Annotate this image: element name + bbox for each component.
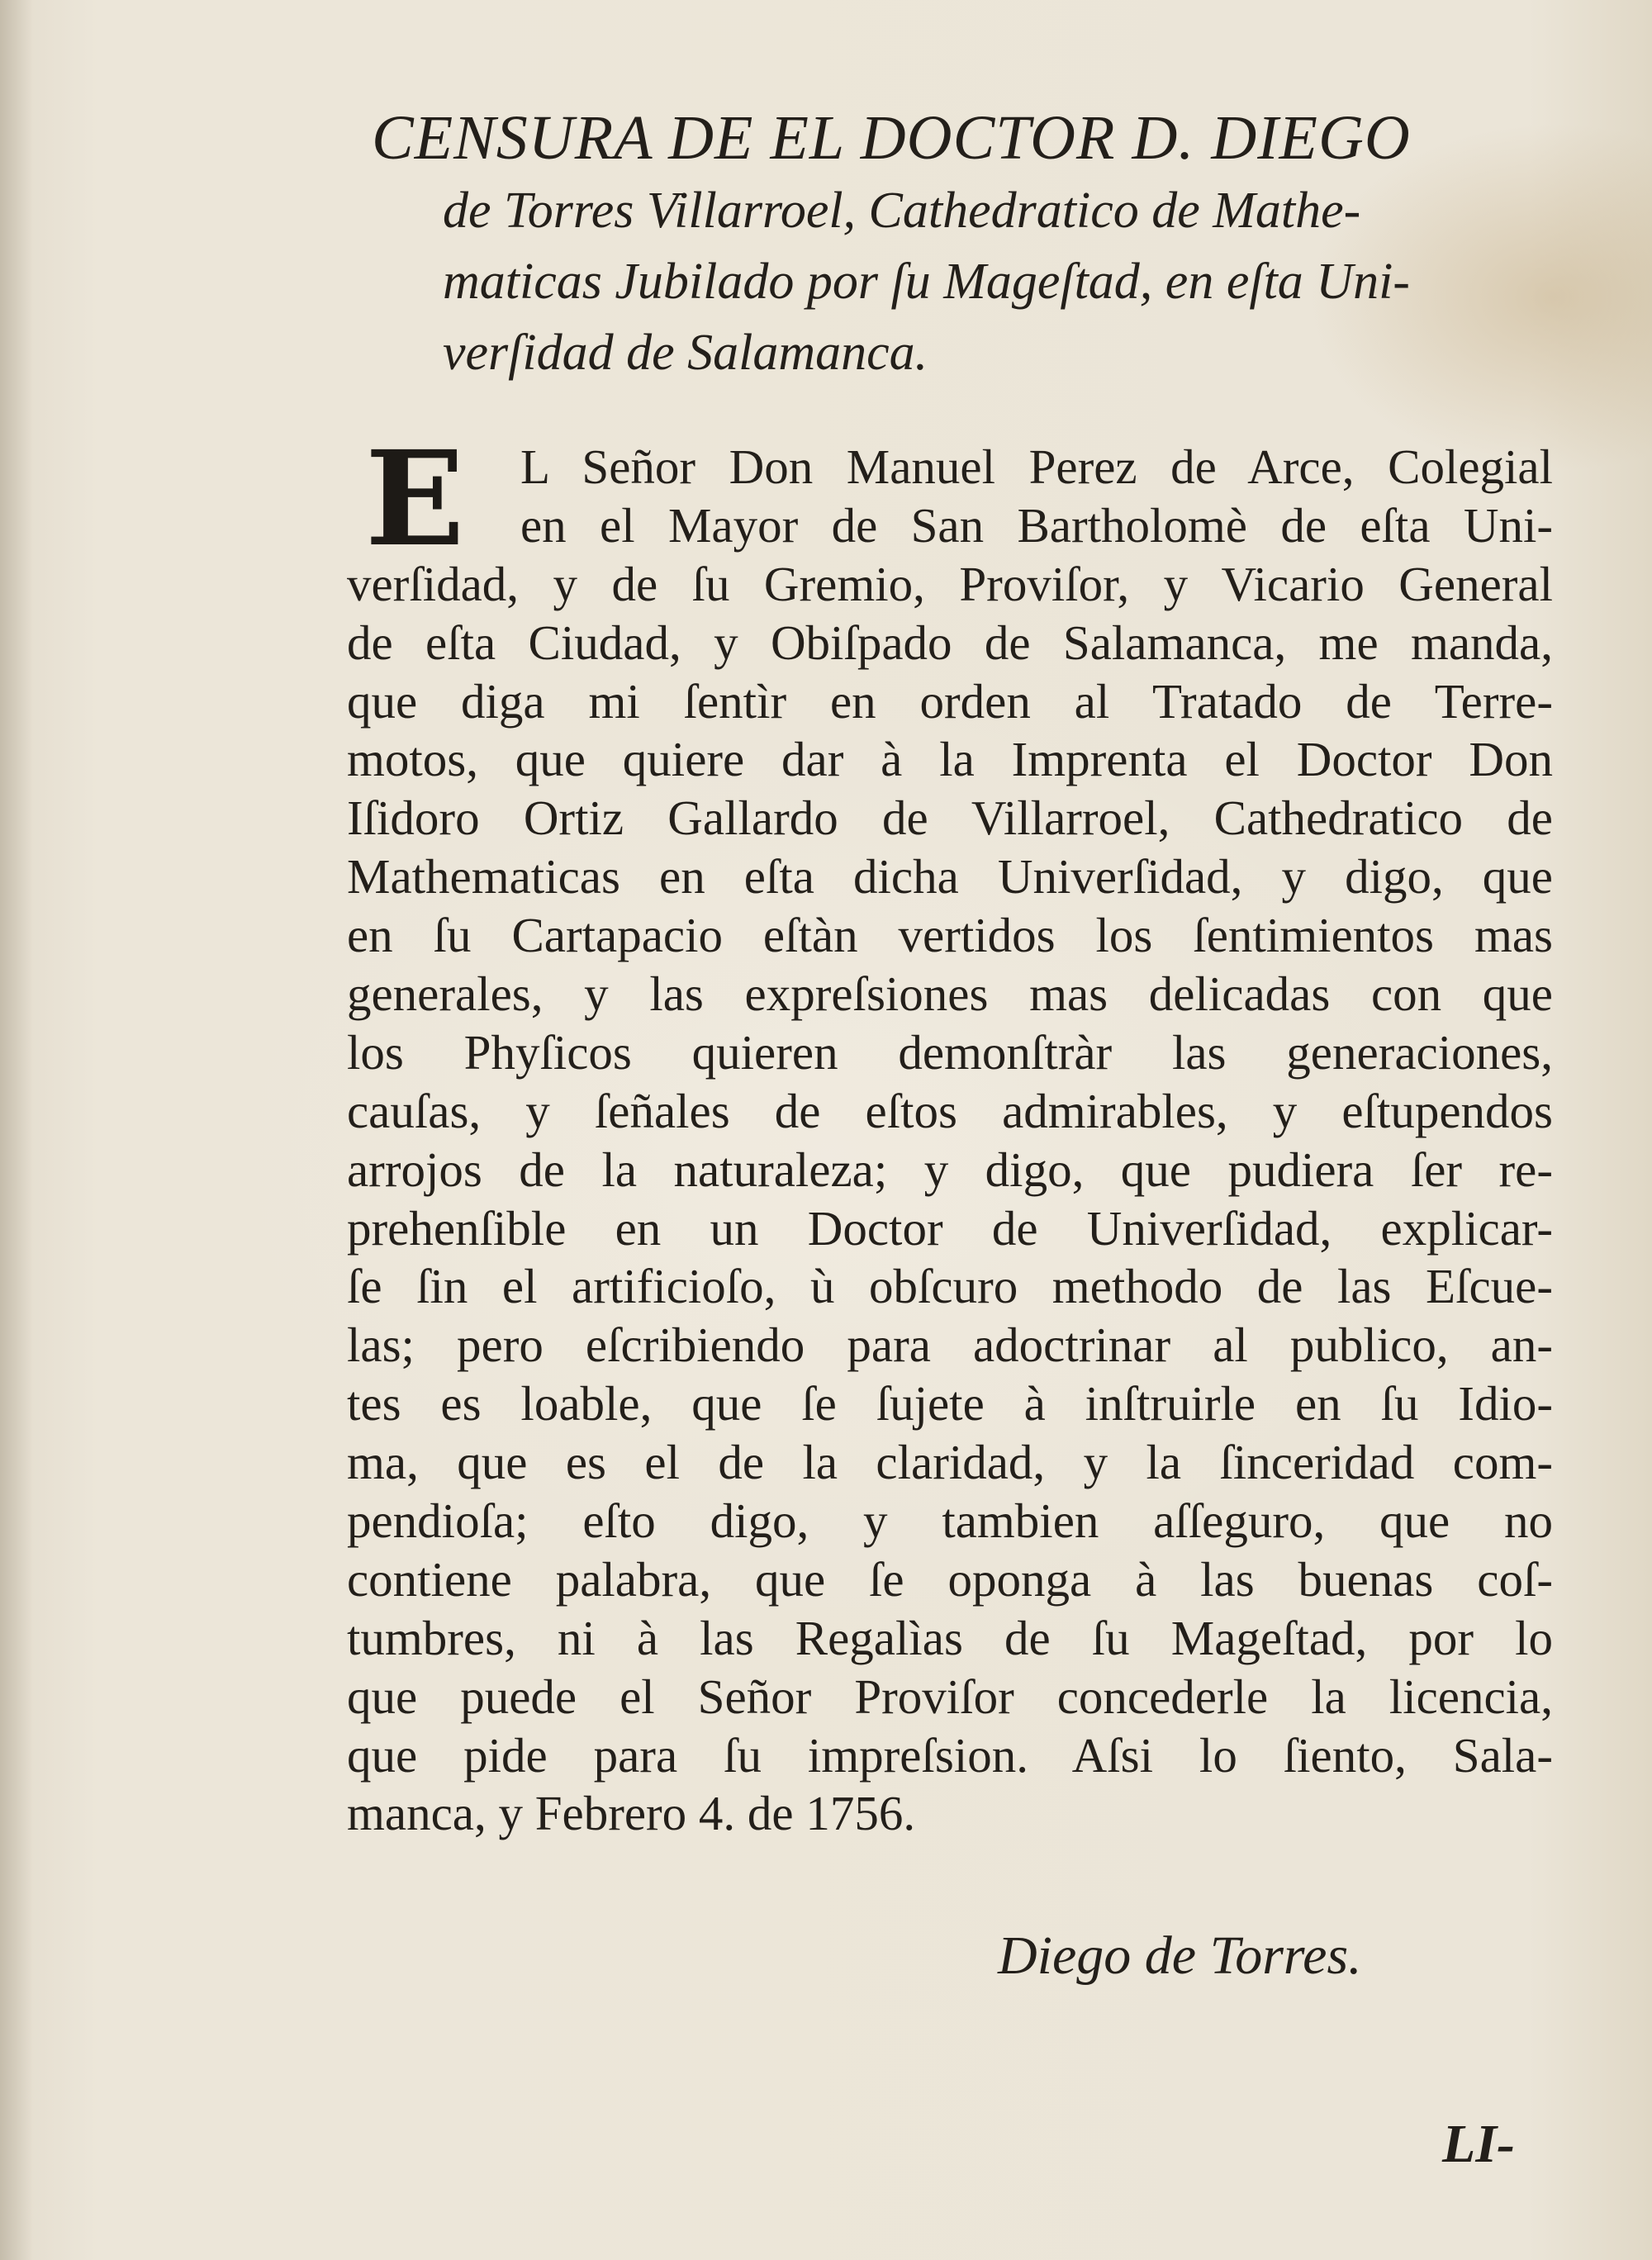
body-line: contiene palabra, que ſe oponga à las buenas coſ- (347, 1551, 1553, 1607)
body-line: Mathematicas en eſta dicha Univerſidad, y digo, que (347, 849, 1553, 904)
body-line: Iſidoro Ortiz Gallardo de Villarroel, Cathedratico de (347, 791, 1553, 846)
body-line: de eſta Ciudad, y Obiſpado de Salamanca, me manda, (347, 615, 1553, 670)
heading-line-2: de Torres Villarroel, Cathedratico de Mathe- (443, 183, 1361, 239)
body-line: los Phyſicos quieren demonſtràr las generaciones, (347, 1024, 1553, 1080)
body-line: verſidad, y de ſu Gremio, Proviſor, y Vicario General (347, 556, 1553, 611)
body-line: manca, y Febrero 4. de 1756. (347, 1786, 916, 1841)
body-line: en el Mayor de San Bartholomè de eſta Uni- (520, 497, 1553, 553)
heading-line-1: CENSURA DE EL DOCTOR D. DIEGO (372, 103, 1411, 173)
page-gutter-shadow (0, 0, 33, 2260)
body-line: tumbres, ni à las Regalìas de ſu Mageſtad, por lo (347, 1610, 1553, 1665)
body-line: tes es loable, que ſe ſujete à inſtruirle en ſu Idio- (347, 1376, 1553, 1431)
body-line: las; pero eſcribiendo para adoctrinar al publico, an- (347, 1318, 1553, 1373)
body-line: cauſas, y ſeñales de eſtos admirables, y eſtupendos (347, 1083, 1553, 1138)
body-line: generales, y las expreſsiones mas delicadas con que (347, 966, 1553, 1022)
signature: Diego de Torres. (998, 1925, 1362, 1986)
body-line: prehenſible en un Doctor de Univerſidad, explicar- (347, 1200, 1553, 1256)
body-line: ſe ſin el artificioſo, ù obſcuro methodo de las Eſcue- (347, 1259, 1553, 1314)
body-line: que diga mi ſentìr en orden al Tratado de Terre- (347, 673, 1553, 729)
catchword: LI- (1442, 2114, 1515, 2174)
censura-body (347, 423, 1553, 1843)
body-line: que puede el Señor Proviſor concederle la licencia, (347, 1669, 1553, 1724)
heading-line-3: maticas Jubilado por ſu Mageſtad, en eſta Uni- (443, 254, 1410, 310)
body-line: L Señor Don Manuel Perez de Arce, Colegial (520, 439, 1553, 494)
body-line: arrojos de la naturaleza; y digo, que pudiera ſer re- (347, 1142, 1553, 1197)
censura-heading (372, 101, 1569, 388)
body-line: que pide para ſu impreſsion. Aſsi lo ſiento, Sala- (347, 1727, 1553, 1783)
drop-cap: E (365, 423, 465, 576)
body-line: motos, que quiere dar à la Imprenta el Doctor Don (347, 732, 1553, 787)
body-line: en ſu Cartapacio eſtàn vertidos los ſentimientos mas (347, 908, 1553, 963)
body-line: ma, que es el de la claridad, y la ſinceridad com- (347, 1435, 1553, 1490)
heading-line-4: verſidad de Salamanca. (443, 325, 928, 381)
body-line: pendioſa; eſto digo, y tambien aſſeguro, que no (347, 1493, 1553, 1549)
